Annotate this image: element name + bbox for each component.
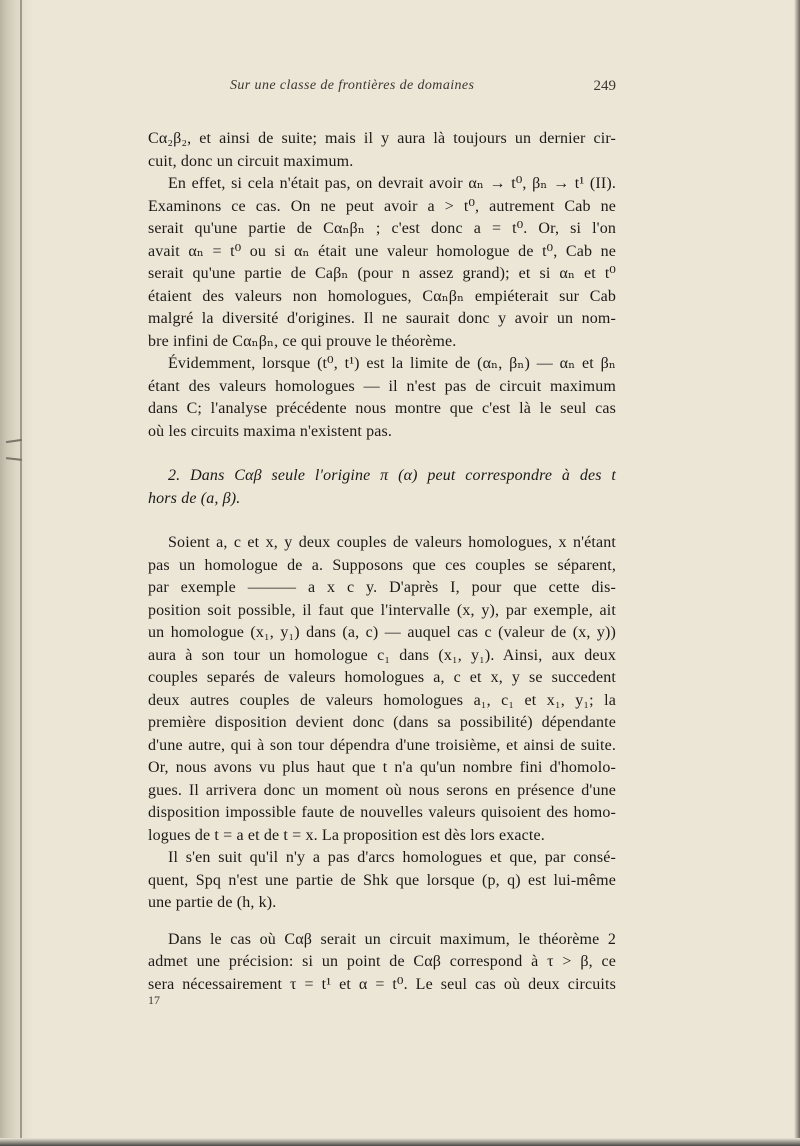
paragraph xyxy=(148,173,616,353)
text-line: première disposition devient donc (dans sa possibilité) dépendante xyxy=(148,714,616,731)
text-line: serait qu'une partie de Cαₙβₙ ; c'est donc a = t⁰. Or, si l'on xyxy=(148,220,616,237)
text-line: cuit, donc un circuit maximum. xyxy=(148,152,354,170)
text-line: serait qu'une partie de Caβₙ (pour n assez grand); et si αₙ et t⁰ xyxy=(148,265,616,282)
text-line: Évidemment, lorsque (t⁰, t¹) est la limite de (αₙ, βₙ) — αₙ et βₙ xyxy=(168,355,616,372)
paragraph xyxy=(148,532,616,847)
text-line: Soient a, c et x, y deux couples de valeurs homologues, x n'étant xyxy=(168,534,616,551)
text-line: bre infini de Cαₙβₙ, ce qui prouve le théorème. xyxy=(148,332,457,350)
page-edge-bottom xyxy=(0,1138,800,1146)
section-spacer xyxy=(148,510,616,532)
text-line: Examinons ce cas. On ne peut avoir a > t⁰, autrement Cab ne xyxy=(148,197,616,215)
text-line: hors de (a, β). xyxy=(148,489,241,507)
text-line: étant des valeurs homologues — il n'est pas de circuit maximum xyxy=(148,377,616,395)
section-heading xyxy=(148,465,616,510)
binding-gutter xyxy=(0,0,34,1146)
section-spacer xyxy=(148,443,616,465)
text-line: gues. Il arrivera donc un moment où nous serons en présence d'une xyxy=(148,781,616,799)
binding-crease xyxy=(20,0,22,1146)
section-spacer xyxy=(148,915,616,929)
text-line: couples separés de valeurs homologues a, c et x, y se succedent xyxy=(148,669,616,686)
text-line: admet une précision: si un point de Cαβ correspond à τ > β, ce xyxy=(148,953,616,970)
text-line: Dans le cas où Cαβ serait un circuit maximum, le théorème 2 xyxy=(168,930,616,948)
running-header xyxy=(148,78,616,100)
text-line: sera nécessairement τ = t¹ et α = t⁰. Le seul cas où deux circuits xyxy=(148,975,616,993)
text-line: par exemple ——— a x c y. D'après I, pour que cette dis- xyxy=(148,579,616,596)
text-line: quent, Spq n'est une partie de Shk que lorsque (p, q) est lui-même xyxy=(148,871,616,889)
page-edge-right xyxy=(794,0,800,1146)
text-line: disposition impossible faute de nouvelles valeurs quisoient des homo- xyxy=(148,804,616,821)
paragraph xyxy=(148,929,616,997)
text-line: Cα₂β₂, et ainsi de suite; mais il y aura là toujours un dernier cir- xyxy=(148,130,616,147)
text-line: En effet, si cela n'était pas, on devrait avoir αₙ → t⁰, βₙ → t¹ (II). xyxy=(168,175,616,192)
paragraph xyxy=(148,353,616,443)
text-line: pas un homologue de a. Supposons que ces couples se séparent, xyxy=(148,556,616,574)
running-title: Sur une classe de frontières de domaines xyxy=(230,78,475,93)
text-line: Il s'en suit qu'il n'y a pas d'arcs homologues et que, par consé- xyxy=(168,849,616,866)
text-line: un homologue (x₁, y₁) dans (a, c) — auquel cas c (valeur de (x, y)) xyxy=(148,624,616,641)
text-line: étaient des valeurs non homologues, Cαₙβₙ empiéterait sur Cab xyxy=(148,287,616,305)
signature-mark: 17 xyxy=(148,993,160,1007)
text-line: position soit possible, il faut que l'intervalle (x, y), par exemple, ait xyxy=(148,601,616,619)
paragraph xyxy=(148,128,616,173)
text-line: avait αₙ = t⁰ ou si αₙ était une valeur homologue de t⁰, Cab ne xyxy=(148,242,616,260)
text-line: une partie de (h, k). xyxy=(148,894,277,911)
page-number: 249 xyxy=(593,78,616,94)
body-text xyxy=(148,128,616,996)
text-line: malgré la diversité d'origines. Il ne saurait donc y avoir un nom- xyxy=(148,310,616,327)
text-line: aura à son tour un homologue c₁ dans (x₁, y₁). Ainsi, aux deux xyxy=(148,646,616,664)
paragraph xyxy=(148,847,616,915)
text-line: deux autres couples de valeurs homologues a₁, c₁ et x₁, y₁; la xyxy=(148,691,616,709)
text-line: logues de t = a et de t = x. La proposition est dès lors exacte. xyxy=(148,826,545,844)
text-line: 2. Dans Cαβ seule l'origine π (α) peut correspondre à des t xyxy=(168,467,616,484)
text-line: dans C; l'analyse précédente nous montre que c'est là le seul cas xyxy=(148,400,616,417)
text-line: d'une autre, qui à son tour dépendra d'une troisième, et ainsi de suite. xyxy=(148,736,616,754)
text-line: où les circuits maxima n'existent pas. xyxy=(148,422,393,440)
text-line: Or, nous avons vu plus haut que t n'a qu'un nombre fini d'homolo- xyxy=(148,759,616,776)
